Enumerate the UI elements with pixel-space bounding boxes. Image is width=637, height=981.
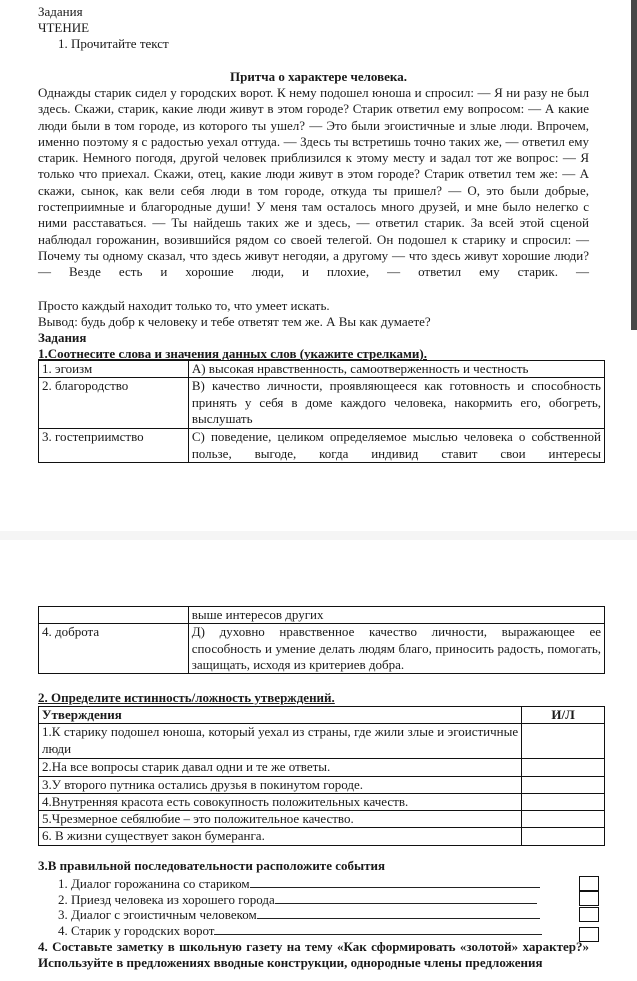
answer-line <box>250 875 540 888</box>
table-row <box>39 624 605 674</box>
word-cell: 4. доброта <box>39 624 189 674</box>
word-cell: 1. эгоизм <box>39 361 189 378</box>
table-row <box>39 378 605 429</box>
section-label: Задания <box>38 4 83 19</box>
table-row <box>39 429 605 463</box>
table-row <box>39 793 605 810</box>
meaning-cell: выше интересов других <box>188 607 604 624</box>
story-title: Притча о характере человека. <box>230 69 407 84</box>
sequence-item-label: 3. Диалог с эгоистичным человеком <box>58 907 257 922</box>
vertical-scrollbar[interactable] <box>631 0 637 330</box>
answer-cell[interactable] <box>522 776 605 793</box>
answer-cell[interactable] <box>522 811 605 828</box>
page-break <box>0 531 637 540</box>
tasks-heading: Задания <box>38 330 87 345</box>
answer-cell[interactable] <box>522 828 605 845</box>
sequence-box-2[interactable] <box>579 891 599 906</box>
sequence-item-1 <box>58 875 540 892</box>
story-last-line: Просто каждый находит только то, что умеет искать. <box>38 298 330 313</box>
table-row <box>39 759 605 776</box>
word-cell <box>39 607 189 624</box>
word-cell: 3. гостеприимство <box>39 429 189 463</box>
table-row <box>39 724 605 759</box>
statements-header: Утверждения <box>39 707 522 724</box>
answer-cell[interactable] <box>522 759 605 776</box>
table-row <box>39 776 605 793</box>
meaning-cell: А) высокая нравственность, самоотверженность и честность <box>188 361 604 378</box>
sequence-box-1[interactable] <box>579 876 599 891</box>
statement-cell: 1.К старику подошел юноша, который уехал из страны, где жили злые и эгоистичные люди <box>39 724 522 759</box>
instruction-1: 1. Прочитайте текст <box>58 36 169 51</box>
subsection-label: ЧТЕНИЕ <box>38 20 90 35</box>
answer-line <box>275 891 537 904</box>
task2-title: 2. Определите истинность/ложность утверждений. <box>38 690 335 705</box>
sequence-item-label: 1. Диалог горожанина со стариком <box>58 876 250 891</box>
table-row <box>39 811 605 828</box>
true-false-table <box>38 706 605 846</box>
meaning-cell: С) поведение, целиком определяемое мыслью человека о собственной пользе, выгоде, когда индивид ставит свои интересы <box>188 429 604 463</box>
statement-cell: 2.На все вопросы старик давал одни и те же ответы. <box>39 759 522 776</box>
meaning-cell: В) качество личности, проявляющееся как готовность и способность принять у себя в доме каждого человека, накормить его, обогреть, выслушать <box>188 378 604 429</box>
word-cell: 2. благородство <box>39 378 189 429</box>
sequence-item-label: 2. Приезд человека из хорошего города <box>58 892 275 907</box>
table-row <box>39 361 605 378</box>
task3-title: 3.В правильной последовательности расположите события <box>38 858 386 873</box>
sequence-box-3[interactable] <box>579 907 599 922</box>
sequence-item-4 <box>58 922 542 939</box>
story-conclusion: Вывод: будь добр к человеку и тебе ответят тем же. А Вы как думаете? <box>38 314 431 329</box>
sequence-item-label: 4. Старик у городских ворот <box>58 923 215 938</box>
matching-table-part1 <box>38 360 605 463</box>
table-header-row <box>39 707 605 724</box>
answer-line <box>257 906 540 919</box>
story-paragraph: Однажды старик сидел у городских ворот. К нему подошел юноша и спросил: — Я ни разу не был здесь. Скажи, старик, какие люди живут в этом городе? Старик ответил ему вопросом: — А какие люди были в том городе, из которого ты ушел? — Это были эгоистичные и злые люди. Впрочем, именно поэтому я с радостью уехал оттуда. — Здесь ты встретишь точно таких же, — ответил ему старик. Немного погодя, другой человек приблизился к этому месту и задал тот же вопрос: — Я только что приехал. Скажи, отец, какие люди живут в этом городе? Старик ответил тем же: — А скажи, сынок, как вели себя люди в том городе, откуда ты пришел? — О, это были добрые, гостеприимные и благородные души! У меня там осталось много друзей, и мне было нелегко с ними расставаться. — Ты найдешь таких же и здесь, — ответил старик. За всей этой сценой наблюдал горожанин, возившийся рядом со своей телегой. Он подошел к старику и спросил: — Почему ты одному сказал, что здесь живут негодяи, а другому — что здесь живут хорошие люди? — Везде есть и хорошие люди, и плохие, — ответил ему старик. — <box>38 85 589 280</box>
task1-title: 1.Соотнесите слова и значения данных слов (укажите стрелками). <box>38 346 427 361</box>
answer-line <box>214 922 542 935</box>
table-row <box>39 607 605 624</box>
statement-cell: 3.У второго путника остались друзья в покинутом городе. <box>39 776 522 793</box>
statement-cell: 4.Внутренняя красота есть совокупность положительных качеств. <box>39 793 522 810</box>
table-row <box>39 828 605 845</box>
matching-table-part2 <box>38 606 605 674</box>
sequence-item-3 <box>58 906 540 923</box>
answer-cell[interactable] <box>522 793 605 810</box>
tf-header: И/Л <box>522 707 605 724</box>
statement-cell: 5.Чрезмерное себялюбие – это положительное качество. <box>39 811 522 828</box>
statement-cell: 6. В жизни существует закон бумеранга. <box>39 828 522 845</box>
answer-cell[interactable] <box>522 724 605 759</box>
task4-text: 4. Составьте заметку в школьную газету на тему «Как сформировать «золотой» характер?» Используйте в предложениях вводные конструкции, однородные члены предложения <box>38 939 589 971</box>
meaning-cell: Д) духовно нравственное качество личности, выражающее ее способность и умение делать людям благо, приносить радость, помогать, защищать, исходя из критериев добра. <box>188 624 604 674</box>
